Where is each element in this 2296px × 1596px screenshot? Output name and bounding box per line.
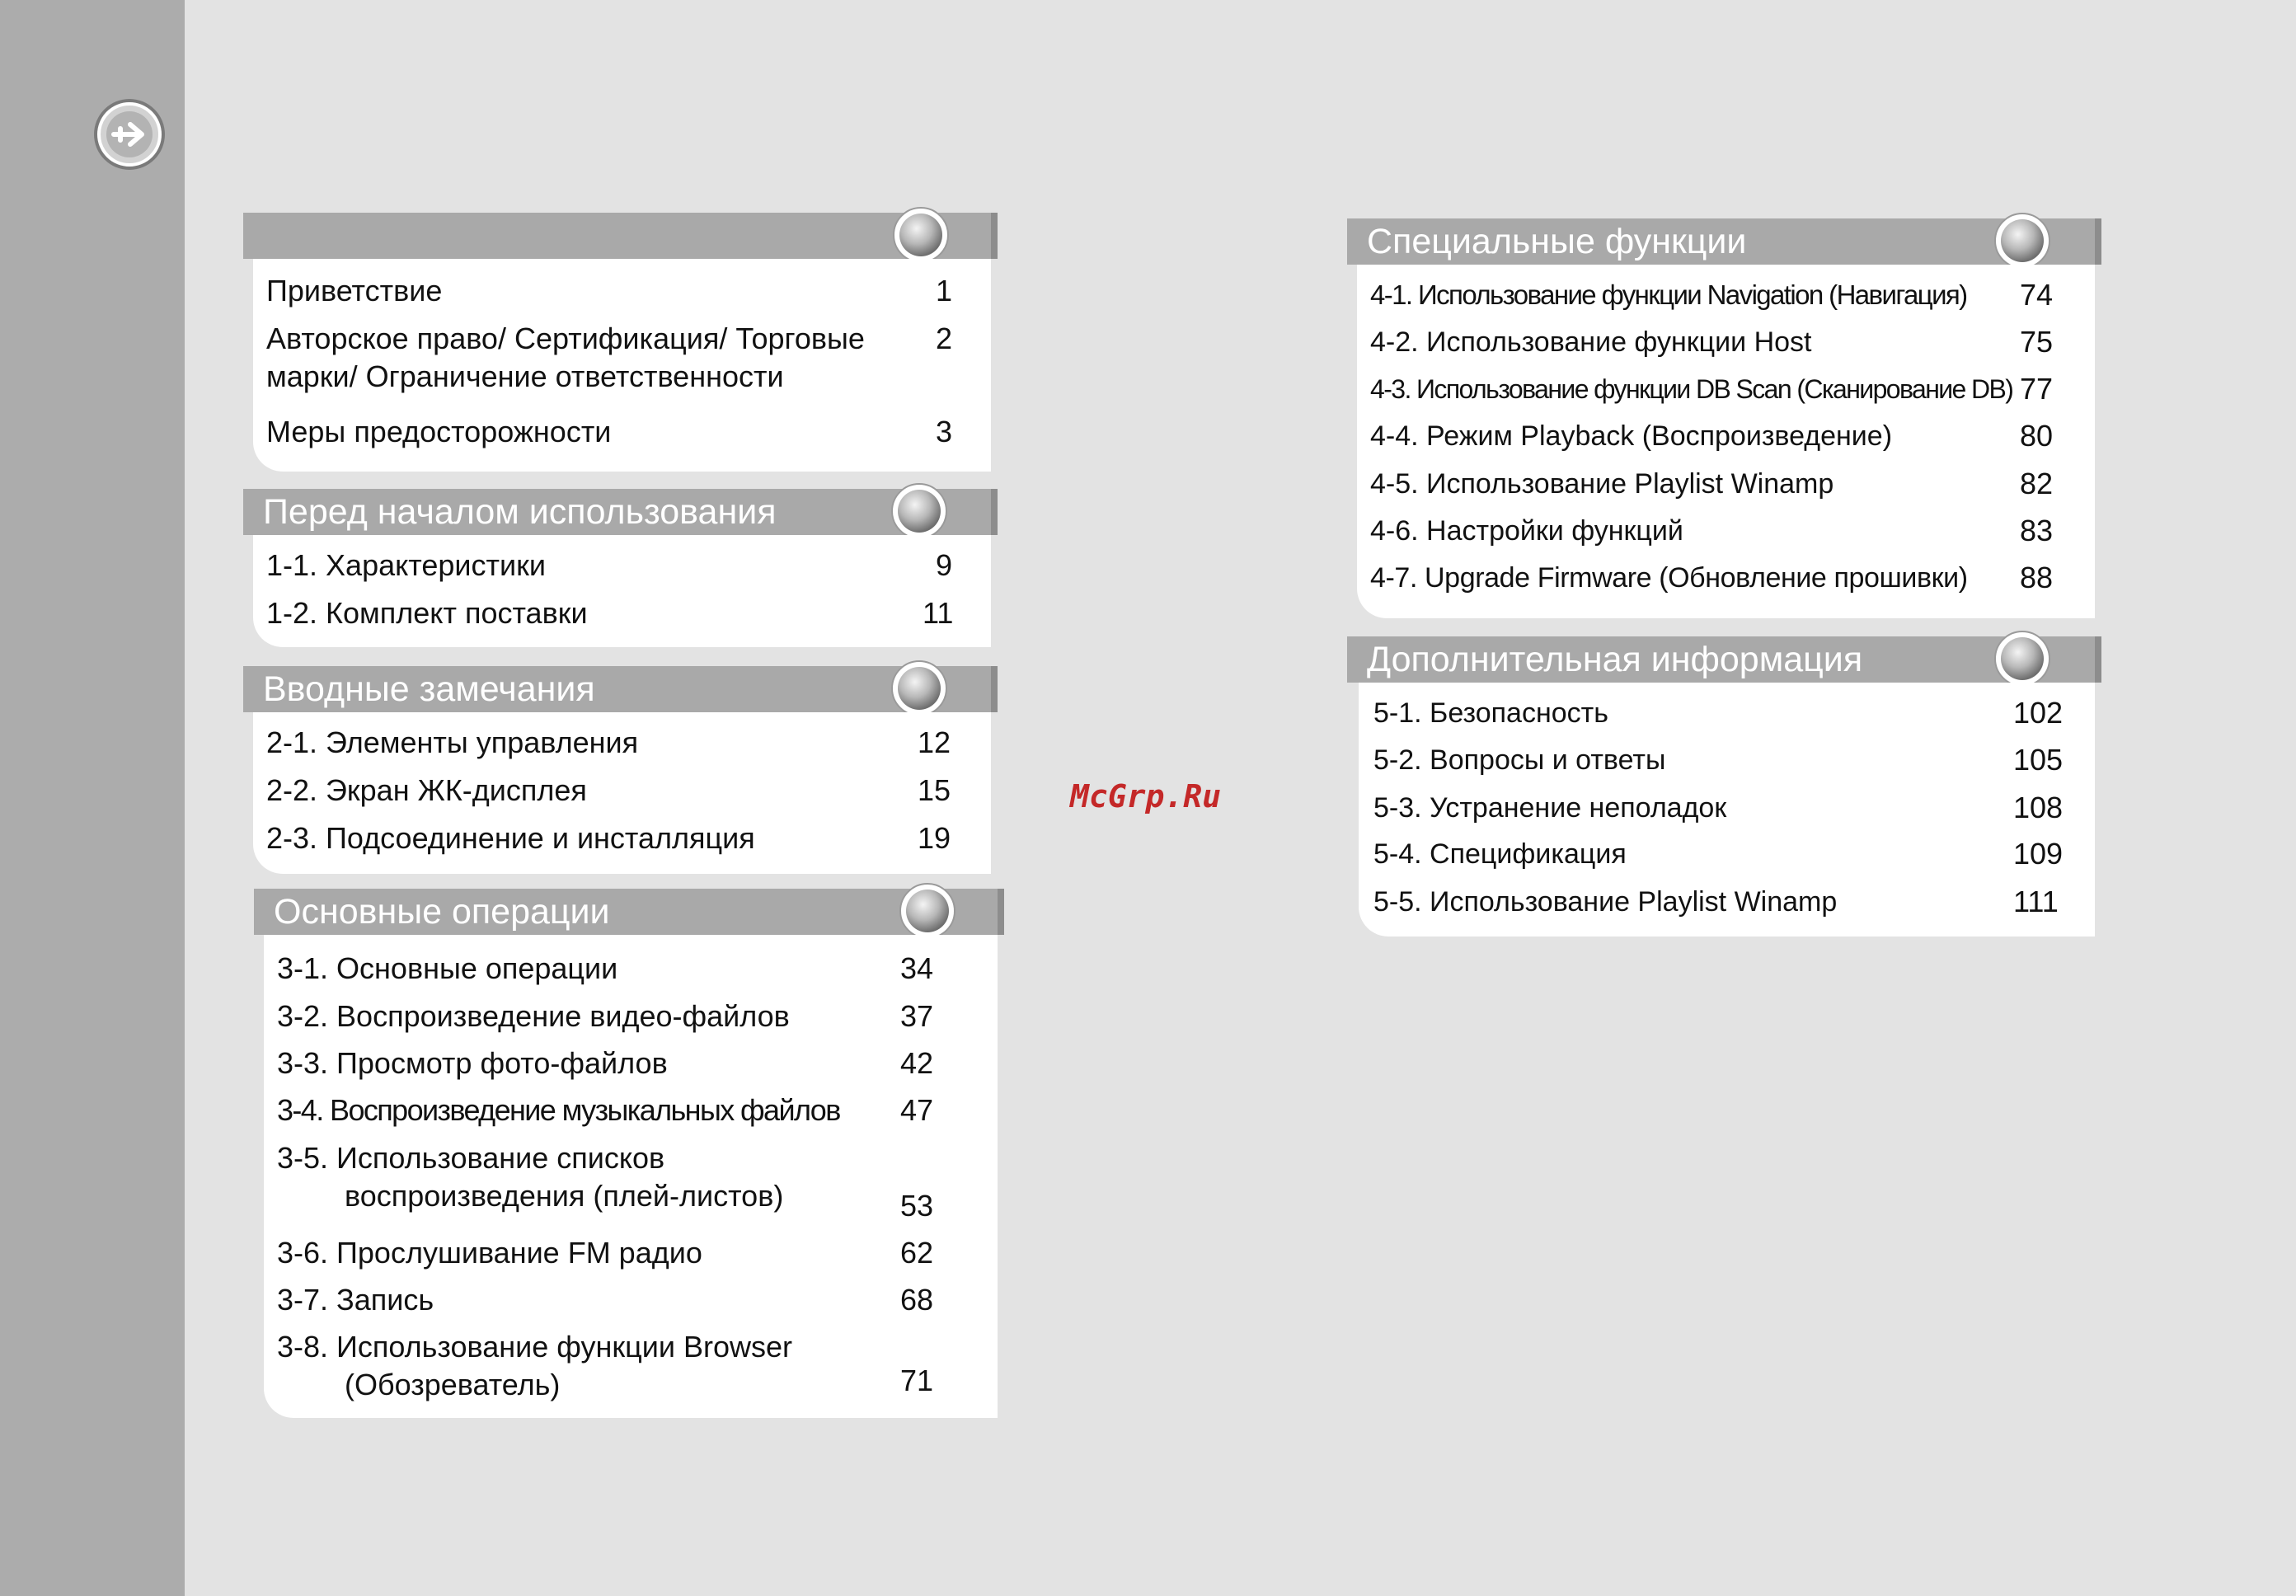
- toc-entry-page: 47: [900, 1093, 934, 1127]
- toc-entry-page: 68: [900, 1283, 934, 1317]
- toc-entry-label: 5-4. Спецификация: [1373, 838, 1627, 870]
- toc-entry-label: 1-1. Характеристики: [266, 548, 546, 582]
- toc-entry-page: 111: [2013, 885, 2059, 918]
- toc-entry-page: 83: [2020, 514, 2054, 547]
- toc-entry-page: 109: [2013, 837, 2064, 871]
- toc-entry-label: 3-2. Воспроизведение видео-файлов: [277, 999, 790, 1033]
- toc-entry-label: 3-5. Использование списков: [277, 1141, 665, 1175]
- toc-section-special-functions: [1347, 218, 2101, 618]
- toc-entry-page: 3: [936, 415, 953, 448]
- section-title: Специальные функции: [1367, 222, 1747, 261]
- toc-entry-page: 71: [900, 1364, 934, 1397]
- toc-entry-label: 4-2. Использование функции Host: [1370, 326, 1812, 358]
- toc-entry-label: 4-5. Использование Playlist Winamp: [1370, 468, 1834, 500]
- section-header: [243, 213, 998, 259]
- toc-entry-label: 4-4. Режим Playback (Воспроизведение): [1370, 420, 1893, 452]
- section-ball-icon: [1993, 630, 2051, 688]
- toc-entry-page: 62: [900, 1236, 934, 1270]
- toc-entry-label: 3-7. Запись: [277, 1283, 434, 1317]
- toc-section-before-use: [243, 489, 998, 647]
- toc-section-intro-notes: [243, 666, 998, 874]
- toc-entry-label: 3-4. Воспроизведение музыкальных файлов: [277, 1093, 840, 1127]
- section-ball-icon: [1993, 212, 2051, 270]
- toc-entry-label: Приветствие: [266, 274, 443, 307]
- toc-entry-page: 9: [936, 548, 953, 582]
- toc-entry-page: 15: [918, 773, 951, 807]
- section-title: Дополнительная информация: [1367, 640, 1863, 679]
- toc-entry-page: 75: [2020, 325, 2054, 359]
- toc-entry-page: 1: [936, 274, 953, 307]
- toc-entry-label-continued: (Обозреватель): [345, 1368, 561, 1401]
- toc-entry-label-continued: воспроизведения (плей-листов): [345, 1179, 784, 1213]
- toc-entry[interactable]: [266, 320, 959, 396]
- toc-entry-page: 37: [900, 999, 934, 1033]
- section-ball-icon: [890, 482, 948, 540]
- toc-entry-label: Меры предосторожности: [266, 415, 612, 448]
- toc-entry-label: 5-2. Вопросы и ответы: [1373, 744, 1666, 776]
- toc-entry-label: 2-1. Элементы управления: [266, 725, 639, 759]
- toc-entry-page: 12: [918, 725, 951, 759]
- section-title: Перед началом использования: [263, 492, 777, 532]
- toc-section-intro: [243, 213, 998, 472]
- section-header: [243, 666, 998, 712]
- toc-entry-label: 3-6. Прослушивание FM радио: [277, 1236, 702, 1270]
- toc-entry-label: 2-2. Экран ЖК-дисплея: [266, 773, 587, 807]
- arrow-circle-icon[interactable]: [92, 97, 167, 171]
- toc-entry-label: 4-7. Upgrade Firmware (Обновление прошивки): [1370, 562, 1968, 594]
- section-header: [1347, 218, 2101, 265]
- toc-section-additional-info: [1347, 636, 2101, 936]
- section-ball-icon: [899, 882, 956, 940]
- toc-entry-page: 42: [900, 1046, 934, 1080]
- toc-entry-label: 3-3. Просмотр фото-файлов: [277, 1046, 668, 1080]
- toc-entry-page: 102: [2013, 696, 2064, 730]
- toc-entry-page: 82: [2020, 467, 2054, 500]
- left-sidebar-bar: [0, 0, 185, 1596]
- toc-entry-page: 11: [923, 596, 954, 630]
- section-header: [243, 489, 998, 535]
- section-ball-icon: [892, 206, 950, 264]
- toc-entry-label-continued: марки/ Ограничение ответственности: [266, 359, 784, 393]
- toc-entry-page: 34: [900, 951, 934, 985]
- section-title: Вводные замечания: [263, 669, 595, 709]
- toc-entry-page: 105: [2013, 743, 2064, 777]
- toc-entry-label: 4-6. Настройки функций: [1370, 515, 1683, 547]
- toc-entry-label: 1-2. Комплект поставки: [266, 596, 588, 630]
- toc-entry-page: 88: [2020, 561, 2054, 594]
- toc-entry-page: 2: [936, 322, 953, 355]
- toc-entry-page: 108: [2013, 791, 2064, 824]
- toc-entry-label: 4-3. Использование функции DB Scan (Сканирование DB): [1370, 374, 2013, 404]
- section-header: [254, 889, 1004, 935]
- toc-entry-page: 19: [918, 821, 951, 855]
- toc-entry-label: 5-1. Безопасность: [1373, 697, 1608, 729]
- toc-entry-page: 77: [2020, 372, 2054, 406]
- toc-entry[interactable]: [277, 1328, 970, 1411]
- section-ball-icon: [890, 660, 948, 717]
- toc-entry-page: 53: [900, 1189, 934, 1223]
- toc-entry-label: 3-8. Использование функции Browser: [277, 1330, 792, 1364]
- toc-entry[interactable]: [277, 1139, 970, 1234]
- toc-entry-page: 74: [2020, 278, 2054, 312]
- watermark-text: McGrp.Ru: [1070, 778, 1222, 814]
- toc-entry-page: 80: [2020, 419, 2054, 453]
- toc-entry-label: Авторское право/ Сертификация/ Торговые: [266, 322, 865, 355]
- section-header: [1347, 636, 2101, 683]
- toc-entry-label: 5-3. Устранение неполадок: [1373, 792, 1727, 824]
- toc-entry-label: 4-1. Использование функции Navigation (Навигация): [1370, 279, 1967, 310]
- section-title: Основные операции: [274, 892, 610, 932]
- toc-entry-label: 3-1. Основные операции: [277, 951, 618, 985]
- toc-entry-label: 5-5. Использование Playlist Winamp: [1373, 886, 1838, 918]
- toc-section-basic-operations: [254, 889, 1004, 1418]
- toc-entry-label: 2-3. Подсоединение и инсталляция: [266, 821, 755, 855]
